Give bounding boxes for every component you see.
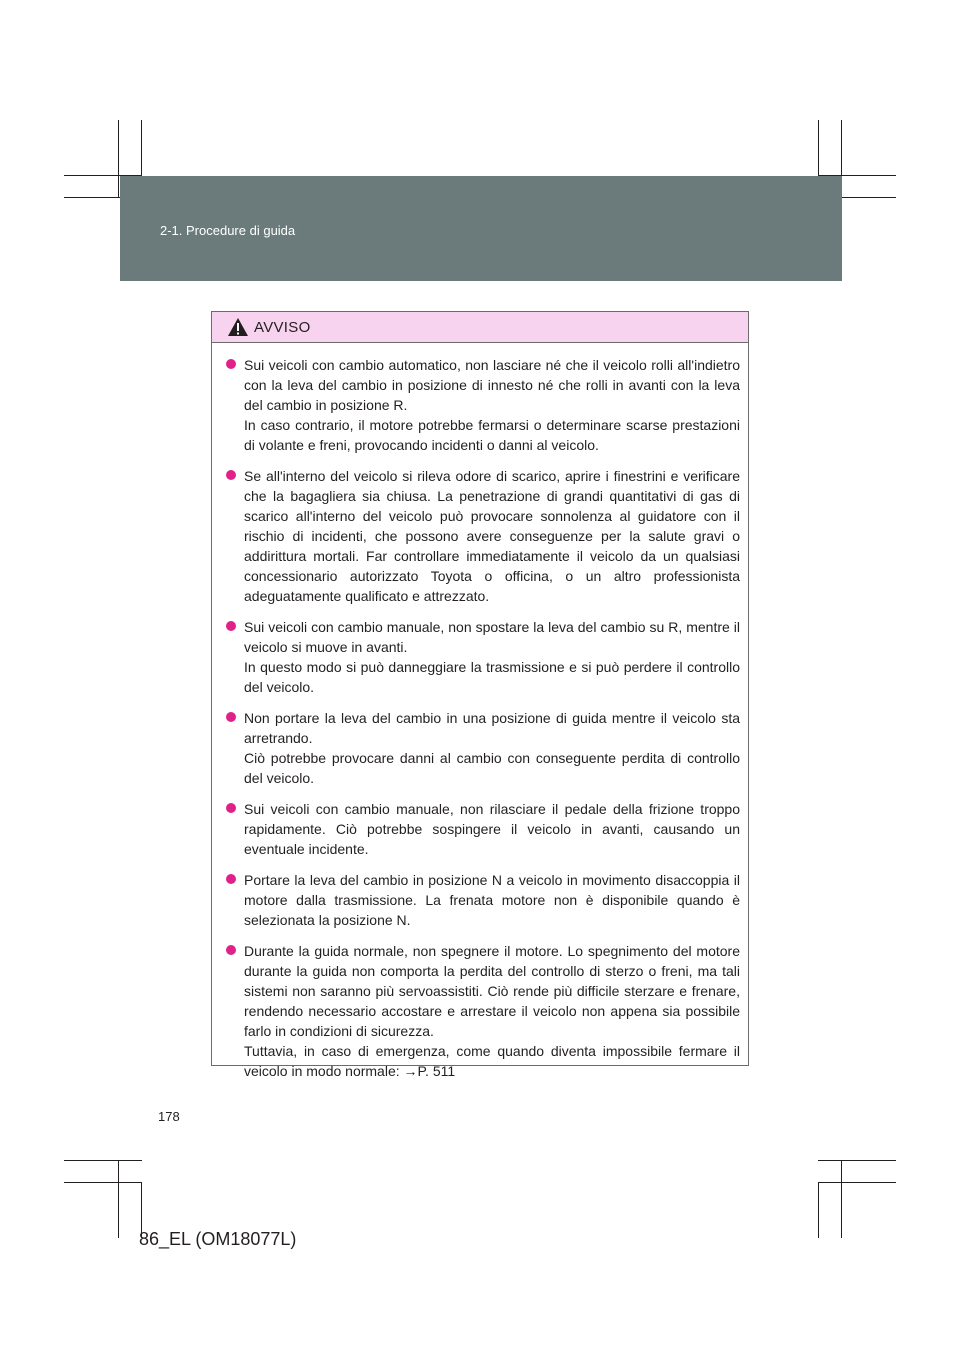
document-code: 86_EL (OM18077L) [139, 1229, 297, 1249]
page-number: 178 [158, 1109, 180, 1124]
warning-paragraph: Ciò potrebbe provocare danni al cambio con conseguente perdita di controllo del veicolo. [244, 750, 740, 786]
warning-paragraph: Non portare la leva del cambio in una posizione di guida mentre il veicolo sta arretrando. [244, 710, 740, 746]
warning-paragraph: Se all'interno del veicolo si rileva odore di scarico, aprire i finestrini e verificare che la bagagliera sia chiusa. La penetrazione di grandi quantitativi di gas di scarico all'interno del veicolo può provocare sonnolenza al guidatore con il rischio di incidenti, che possono avere conseguenze per la salute gravi o addirittura mortali. Far controllare immediatamente il veicolo da un qualsiasi concessionario autorizzato Toyota o officina, o un altro professionista adeguatamente qualificato e attrezzato. [244, 468, 740, 604]
bullet-icon [226, 359, 236, 369]
warning-title: AVVISO [254, 319, 311, 336]
crop-mark [118, 1160, 119, 1238]
warning-triangle-icon [227, 317, 249, 337]
crop-mark [818, 1182, 819, 1238]
section-title: 2-1. Procedure di guida [160, 223, 296, 238]
warning-header [212, 312, 748, 343]
crop-mark [64, 1160, 142, 1161]
crop-mark [64, 1182, 142, 1183]
warning-item [226, 870, 740, 930]
bullet-icon [226, 945, 236, 955]
section-header-band [120, 176, 842, 281]
warning-paragraph: Portare la leva del cambio in posizione N a veicolo in movimento disaccoppia il motore dalla trasmissione. La frenata motore non è disponibile quando è selezionata la posizione N. [244, 872, 740, 928]
warning-paragraph: In questo modo si può danneggiare la trasmissione e si può perdere il controllo del veicolo. [244, 659, 740, 695]
warning-list [212, 343, 748, 1081]
crop-mark [118, 120, 119, 198]
bullet-icon [226, 470, 236, 480]
warning-item [226, 355, 740, 455]
warning-paragraph: In caso contrario, il motore potrebbe fermarsi o determinare scarse prestazioni di volante e freni, provocando incidenti o danni al veicolo. [244, 417, 740, 453]
bullet-icon [226, 803, 236, 813]
warning-item [226, 466, 740, 606]
bullet-icon [226, 874, 236, 884]
warning-paragraph: Sui veicoli con cambio manuale, non rilasciare il pedale della frizione troppo rapidamente. Ciò potrebbe sospingere il veicolo in avanti, causando un eventuale incidente. [244, 801, 740, 857]
warning-paragraph: Durante la guida normale, non spegnere il motore. Lo spegnimento del motore durante la guida non comporta la perdita del controllo di sterzo o freni, ma tali sistemi non saranno più servoassistiti. Ciò rende più difficile sterzare e frenare, rendendo necessario accostare e arrestare il veicolo non appena sia possibile farlo in condizioni di sicurezza. [244, 943, 740, 1039]
bullet-icon [226, 621, 236, 631]
crop-mark [818, 1160, 896, 1161]
warning-item [226, 708, 740, 788]
bullet-icon [226, 712, 236, 722]
warning-paragraph: Tuttavia, in caso di emergenza, come quando diventa impossibile fermare il veicolo in modo normale: →P. 511 [244, 1043, 740, 1079]
warning-box [211, 311, 749, 1079]
crop-mark [818, 1182, 896, 1183]
warning-item [226, 941, 740, 1081]
warning-paragraph: Sui veicoli con cambio automatico, non lasciare né che il veicolo rolli all'indietro con la leva del cambio in posizione di innesto né che rolli in avanti con la leva del cambio in posizione R. [244, 357, 740, 413]
crop-mark [841, 1160, 842, 1238]
warning-paragraph: Sui veicoli con cambio manuale, non spostare la leva del cambio su R, mentre il veicolo si muove in avanti. [244, 619, 740, 655]
warning-item [226, 617, 740, 697]
warning-item [226, 799, 740, 859]
